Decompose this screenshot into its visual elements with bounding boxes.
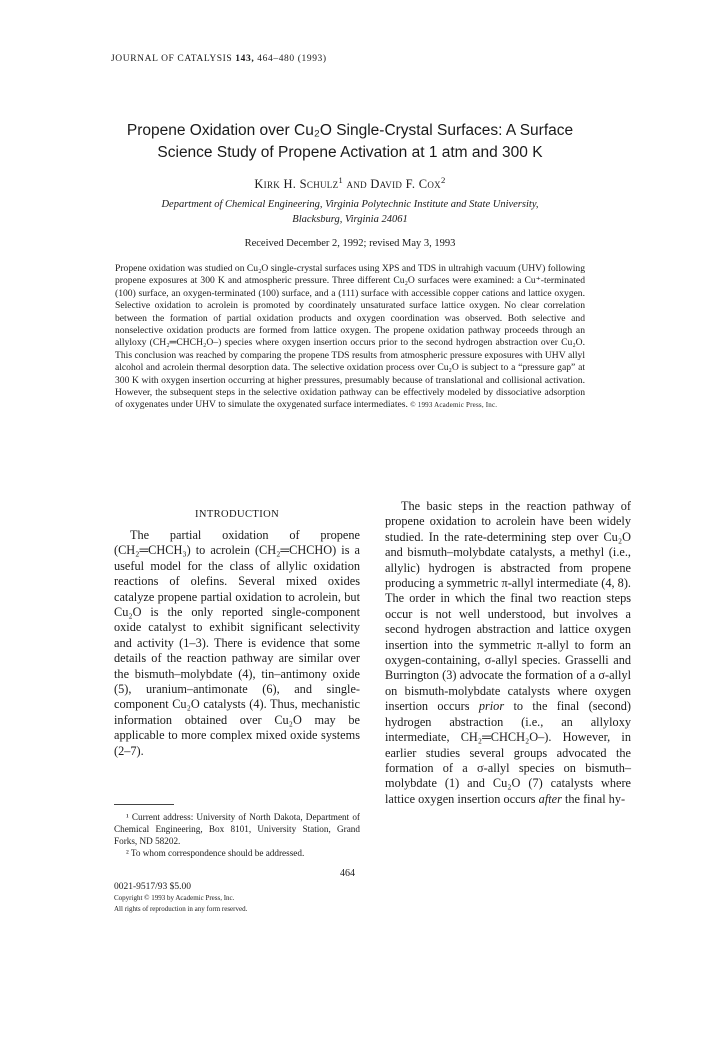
issn-price: 0021-9517/93 $5.00 [114, 882, 192, 892]
footnote-rule [114, 804, 174, 805]
section-heading-introduction: INTRODUCTION [194, 509, 280, 520]
author-conjunction: and [343, 177, 371, 191]
footnotes [114, 812, 360, 861]
paper-title [100, 120, 600, 164]
intro-paragraph-1: The partial oxidation of propene (CH₂═CHCH₃) to acrolein (CH₂═CHCHO) is a useful model for the class of allylic oxidation reactions of olefins. Several mixed oxides catalyze propene partial oxidation to acrolein, but Cu₂O is the only reported single-component oxide catalyst to exhibit significant selectivity and activity (1–3). There is evidence that some details of the reaction pathway are similar over the bismuth–molybdate (4), tin–antimony oxide (5), uranium–antimonate (6), and single-component Cu₂O catalysts (4). Thus, mechanistic information obtained over Cu₂O may be applicable to more complex mixed oxide systems (2–7). [114, 528, 360, 758]
author-1: Kirk H. Schulz [254, 177, 339, 191]
left-column [114, 528, 360, 759]
author-2: David F. Cox [370, 177, 441, 191]
journal-volume: 143, [235, 54, 255, 64]
journal-name: JOURNAL OF CATALYSIS [111, 54, 236, 64]
intro-paragraph-2-part-a: The basic steps in the reaction pathway of propene oxidation to acrolein have been widely studied. In the rate-determining step over Cu₂O and bismuth–molybdate catalysts, a methyl (i.e., allylic) hydrogen is abstracted from propene producing a symmetric π-allyl intermediate (4, 8). The order in which the final two reaction steps occur is not well understood, but involves a second hydrogen abstraction and lattice oxygen insertion into the symmetric π-allyl to form an oxygen-containing, σ-allyl species. Grasselli and Burrington (3) advocate the formation of a σ-allyl on bismuth-molybdate catalysts where oxygen insertion occurs [385, 499, 631, 714]
journal-header [111, 54, 327, 64]
affiliation-line-2: Blacksburg, Virginia 24061 [292, 214, 408, 225]
rights-statement: All rights of reproduction in any form reserved. [114, 905, 248, 913]
title-line-2: Science Study of Propene Activation at 1 atm and 300 K [157, 144, 543, 161]
intro-paragraph-2-part-c: the final hy- [561, 791, 626, 806]
author-2-footnote-mark: 2 [440, 174, 446, 185]
intro-paragraph-2-part-b: to the final (second) hydrogen abstraction (i.e., an allyloxy intermediate, CH₂═CHCH₂O–). However, in earlier studies several groups advocated the formation of a σ-allyl species on bismuth–molybdate (1) and Cu₂O (7) catalysts where lattice oxygen insertion occurs [385, 699, 631, 806]
right-column [385, 499, 631, 807]
author-list [100, 174, 600, 192]
abstract [115, 263, 585, 412]
emphasis-prior: prior [478, 699, 505, 714]
affiliation [100, 197, 600, 227]
intro-paragraph-2 [385, 499, 631, 807]
emphasis-after: after [538, 791, 562, 806]
abstract-copyright: © 1993 Academic Press, Inc. [410, 401, 498, 410]
abstract-text: Propene oxidation was studied on Cu₂O single-crystal surfaces using XPS and TDS in ultrahigh vacuum (UHV) following propene exposures at 300 K and atmospheric pressure. Three different Cu₂O surfaces were examined: a Cu⁺-terminated (100) surface, an oxygen-terminated (100) surface, and a (111) surface with accessible copper cations and lattice oxygen. Selective oxidation to acrolein is promoted by coordinately unsaturated surface lattice oxygen. No clear correlation between the formation of partial oxidation products and oxygen coordination was observed. Both selective and nonselective oxidation products are formed from lattice oxygen. The propene oxidation pathway proceeds through an allyloxy (CH₂═CHCH₂O–) species where oxygen insertion occurs prior to the second hydrogen abstraction over Cu₂O. This conclusion was reached by comparing the propene TDS results from atmospheric pressure exposures with UHV allyl alcohol and acrolein thermal desorption data. The selective oxidation process over Cu₂O is subject to a “pressure gap” at 300 K with oxygen insertion occurring at higher pressures, presumably because of translational and collisional activation. However, the subsequent steps in the selective oxidation pathway can be effectively modeled by dissociative adsorption of oxygenates under UHV to simulate the oxygenated surface intermediates. [115, 263, 585, 411]
page-number: 464 [340, 868, 355, 879]
publication-info [114, 882, 247, 915]
footnote-2: ² To whom correspondence should be addressed. [126, 848, 305, 859]
publisher-copyright: Copyright © 1993 by Academic Press, Inc. [114, 894, 235, 902]
affiliation-line-1: Department of Chemical Engineering, Virginia Polytechnic Institute and State University, [161, 199, 539, 210]
footnote-1: ¹ Current address: University of North Dakota, Department of Chemical Engineering, Box 8101, University Station, Grand Forks, ND 58202. [114, 812, 360, 846]
author-1-footnote-mark: 1 [338, 174, 344, 185]
received-dates: Received December 2, 1992; revised May 3, 1993 [244, 238, 456, 249]
journal-pages: 464–480 (1993) [254, 54, 327, 64]
title-line-1: Propene Oxidation over Cu₂O Single-Crystal Surfaces: A Surface [126, 122, 574, 139]
